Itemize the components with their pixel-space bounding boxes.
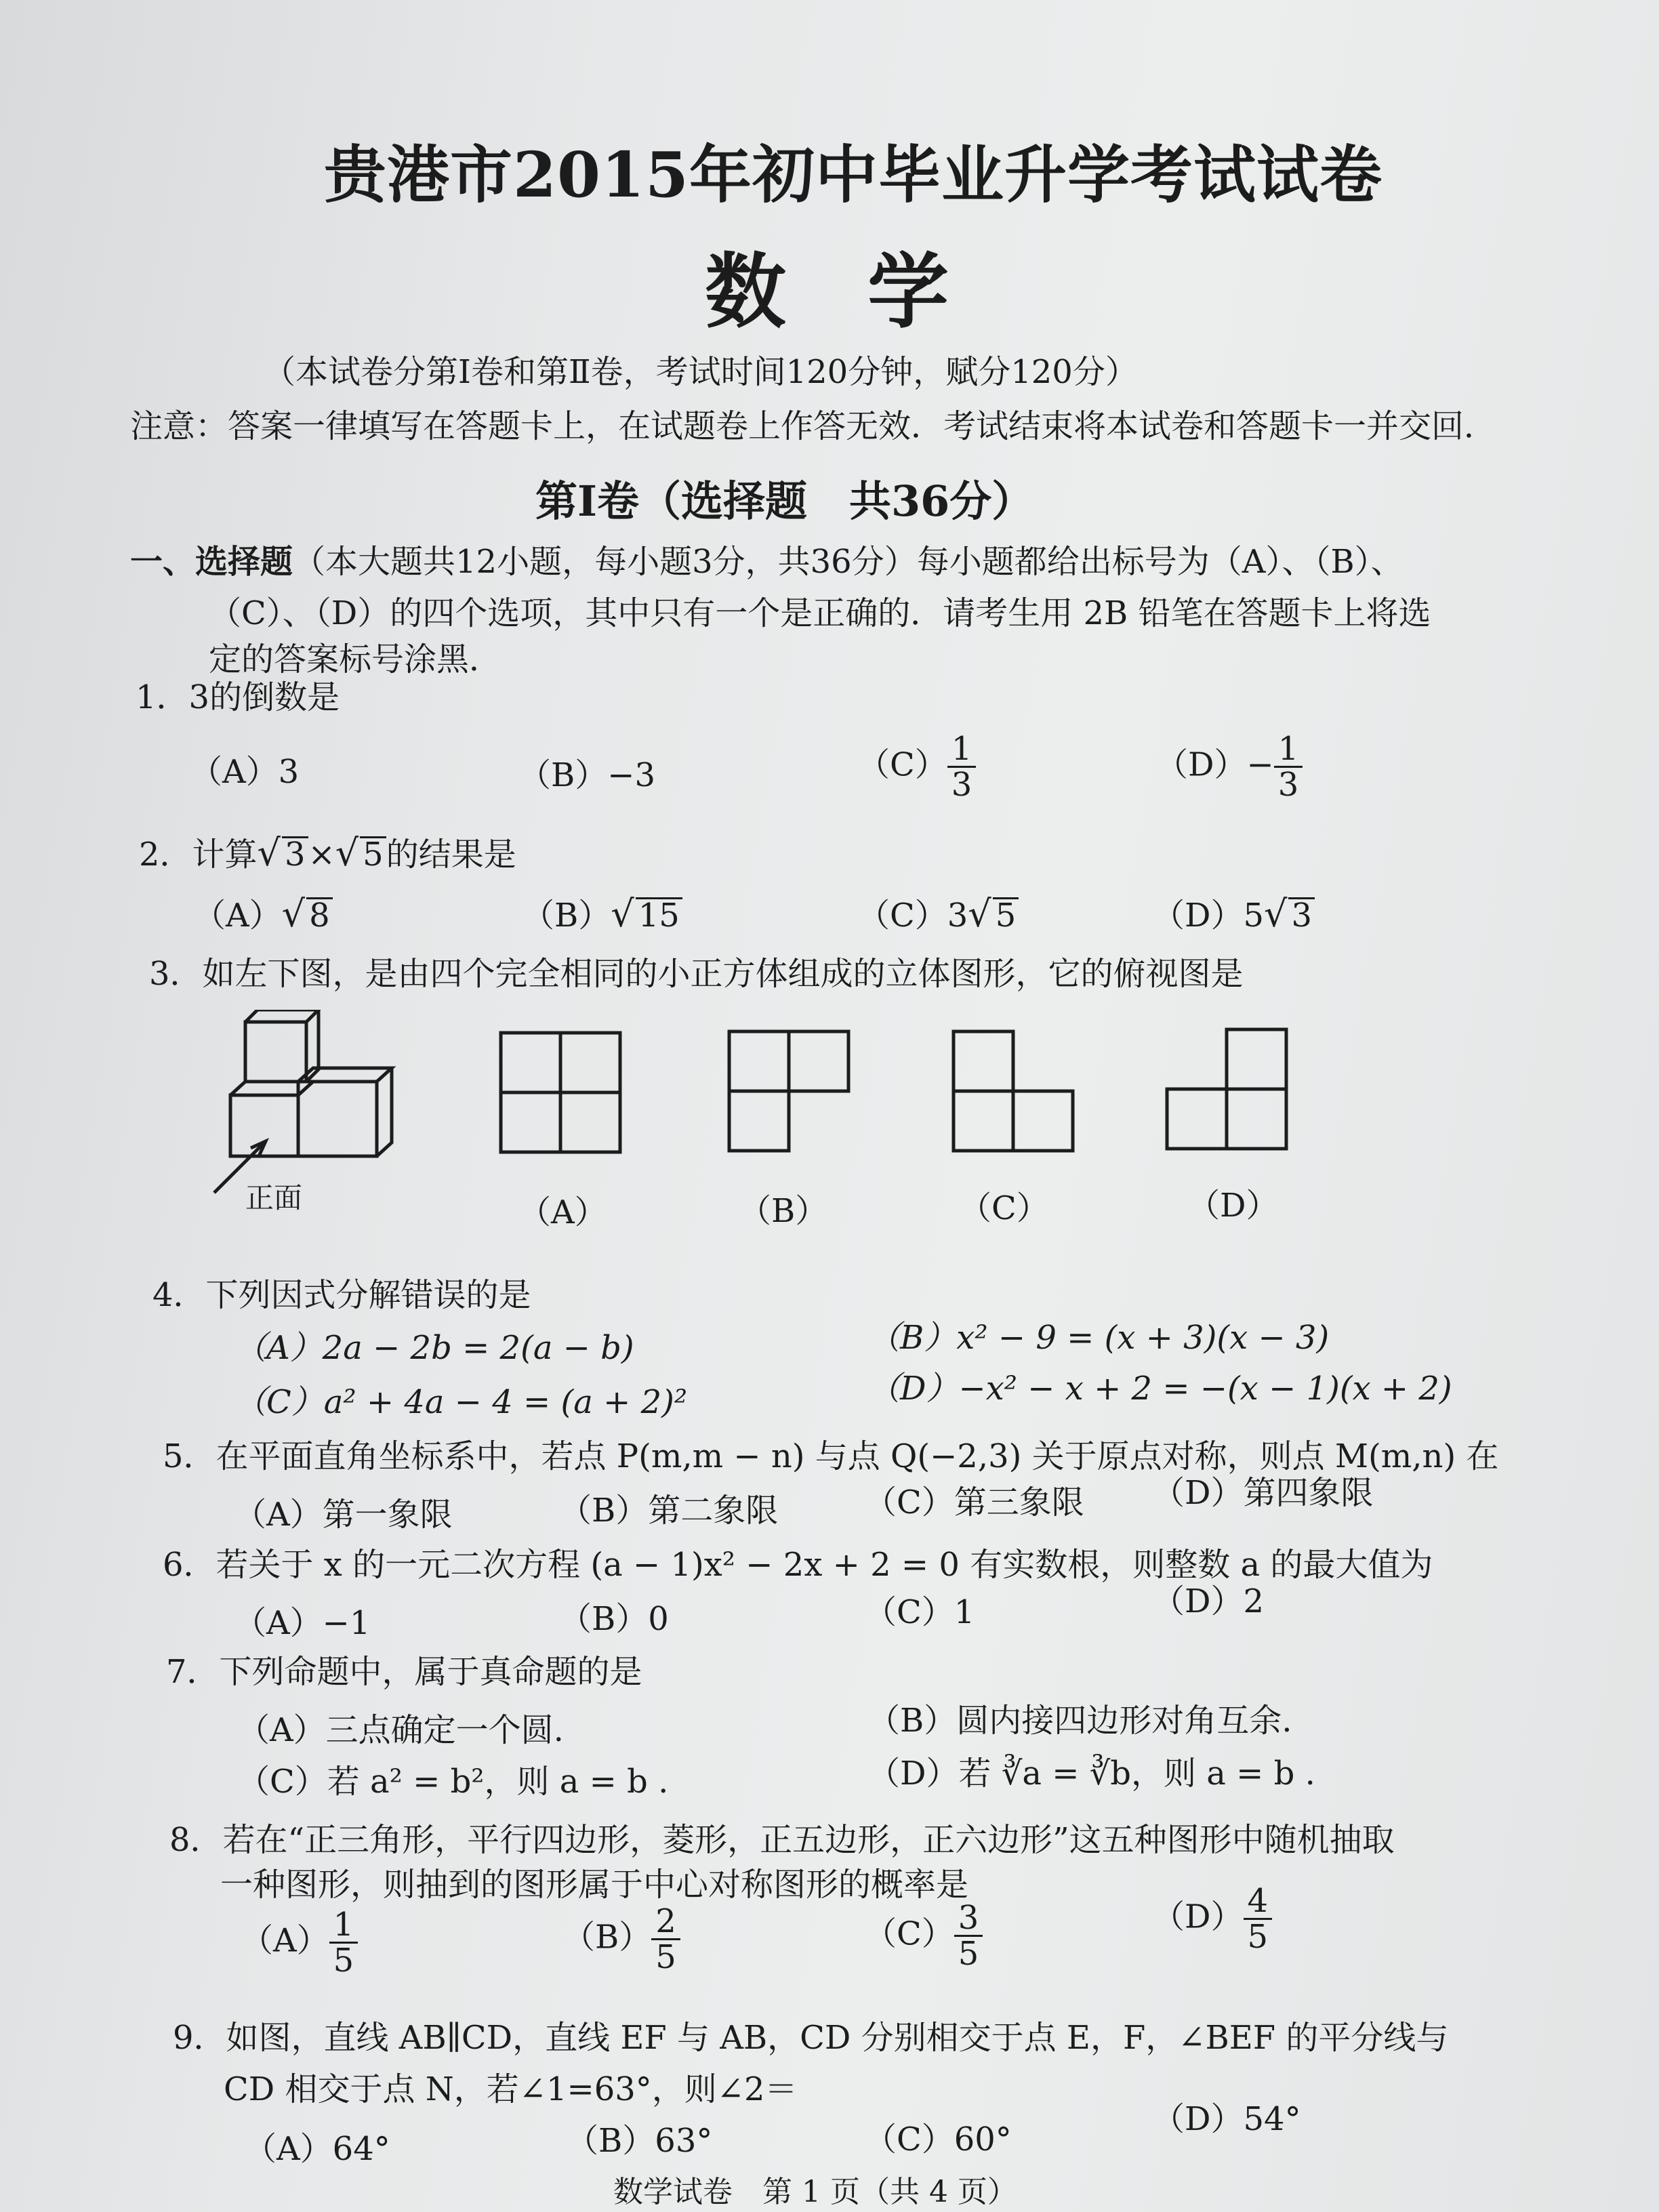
q1-option-a: （A）3 <box>190 753 300 791</box>
q2-c-label: （C）3 <box>857 897 968 935</box>
q8-b-numerator: 2 <box>651 1904 680 1940</box>
q2-stem-post: 的结果是 <box>386 836 516 874</box>
q8-a-denominator: 5 <box>333 1942 354 1980</box>
q6-option-d: （D）2 <box>1152 1582 1265 1620</box>
q9-option-d: （D）54° <box>1152 2100 1301 2138</box>
q1-option-d-fraction <box>1274 732 1303 802</box>
q1-c-numerator: 1 <box>947 732 977 768</box>
q9-stem-line2: CD 相交于点 N，若∠1=63°，则∠2＝ <box>224 2070 798 2108</box>
q5-option-b: （B）第二象限 <box>559 1492 779 1530</box>
section-label: 一、选择题 <box>130 543 293 581</box>
q9-option-a: （A）64° <box>244 2130 390 2168</box>
q3-option-b-figure <box>726 1029 855 1158</box>
q3-option-c-figure <box>951 1029 1080 1158</box>
q8-stem-line2: 一种图形，则抽到的图形属于中心对称图形的概率是 <box>220 1866 969 1904</box>
q8-b-fraction <box>651 1904 680 1975</box>
q1-stem: 1．3的倒数是 <box>136 678 340 716</box>
q3-option-b-label: （B） <box>739 1192 828 1230</box>
q2-d-label: （D）5 <box>1152 897 1265 935</box>
section-instructions-line1 <box>130 535 1404 582</box>
q6-option-c: （C）1 <box>864 1593 975 1631</box>
q7-option-d: （D）若 ∛a = ∛b，则 a = b . <box>867 1755 1315 1793</box>
q8-d-numerator: 4 <box>1244 1884 1273 1920</box>
q1-option-c-fraction <box>947 732 977 802</box>
q2-stem: 2．计算√ 3×√ 5的结果是 <box>139 832 516 874</box>
q4-option-b: （B）x² − 9 = (x + 3)(x − 3) <box>867 1319 1330 1357</box>
q9-option-c: （C）60° <box>864 2121 1012 2158</box>
q6-option-a: （A）−1 <box>234 1604 371 1642</box>
q4-stem: 4．下列因式分解错误的是 <box>152 1276 531 1314</box>
q8-a-fraction <box>329 1908 359 1978</box>
q1-d-denominator: 3 <box>1277 766 1299 804</box>
q4-option-c: （C）a² + 4a − 4 = (a + 2)² <box>234 1383 688 1421</box>
q3-option-d-label: （D） <box>1187 1187 1279 1225</box>
q7-stem: 7．下列命题中，属于真命题的是 <box>166 1653 642 1691</box>
q3-cube-figure <box>203 1010 407 1213</box>
q8-a-numerator: 1 <box>329 1908 359 1944</box>
q2-b-label: （B） <box>522 897 611 935</box>
q8-option-d <box>1152 1882 1272 1957</box>
q8-b-denominator: 5 <box>655 1938 676 1977</box>
q3-option-a-label: （A） <box>518 1193 607 1231</box>
exam-subtitle: （本试卷分第Ⅰ卷和第Ⅱ卷，考试时间120分钟，赋分120分） <box>263 353 1138 391</box>
q5-stem: 5．在平面直角坐标系中，若点 P(m,m − n) 与点 Q(−2,3) 关于原点对称，则点 M(m,n) 在 <box>163 1437 1499 1475</box>
q1-d-numerator: 1 <box>1274 732 1303 768</box>
q2-radicand-1: 3 <box>282 836 308 871</box>
q8-option-a <box>241 1908 358 1978</box>
q9-stem-line1: 9．如图，直线 AB∥CD，直线 EF 与 AB，CD 分别相交于点 E，F，∠BEF 的平分线与 <box>173 2019 1449 2057</box>
section-instructions-text: （本大题共12小题，每小题3分，共36分）每小题都给出标号为（A）、（B）、 <box>293 543 1404 581</box>
q3-option-c-label: （C） <box>959 1189 1049 1227</box>
page-footer: 数学试卷 第 1 页（共 4 页） <box>613 2175 1017 2209</box>
q1-option-c <box>857 732 976 802</box>
q3-option-a-figure <box>498 1030 627 1159</box>
section-instructions-line2: （C）、（D）的四个选项，其中只有一个是正确的．请考生用 2B 铅笔在答题卡上将选 <box>209 594 1431 632</box>
q3-front-label: 正面 <box>245 1181 303 1214</box>
q1-c-denominator: 3 <box>951 766 972 804</box>
q8-b-label: （B） <box>562 1918 652 1957</box>
q1-option-c-label: （C） <box>857 745 947 784</box>
q2-times: × <box>308 836 335 874</box>
cube-top-front-face <box>245 1022 306 1082</box>
q2-option-b: （B）√ 15 <box>522 889 682 936</box>
q2-radicand-2: 5 <box>360 836 386 871</box>
q2-a-label: （A） <box>193 897 282 935</box>
q3-option-d-figure <box>1164 1027 1293 1155</box>
q2-option-d: （D）5√ 3 <box>1152 889 1315 936</box>
q2-a-radicand: 8 <box>306 897 333 932</box>
q2-option-a: （A）√ 8 <box>193 889 333 936</box>
q8-c-fraction <box>954 1901 983 1971</box>
q2-d-radicand: 3 <box>1288 897 1315 932</box>
q7-option-c: （C）若 a² = b²，则 a = b . <box>237 1763 669 1801</box>
q2-stem-pre: 2．计算 <box>139 836 258 874</box>
q7-option-b: （B）圆内接四边形对角互余. <box>867 1702 1292 1740</box>
q3-stem: 3．如左下图，是由四个完全相同的小正方体组成的立体图形，它的俯视图是 <box>149 955 1244 993</box>
q9-option-b: （B）63° <box>566 2122 713 2160</box>
q4-option-a: （A）2a − 2b = 2(a − b) <box>234 1329 634 1367</box>
q8-d-denominator: 5 <box>1247 1918 1269 1957</box>
q8-stem-line1: 8．若在“正三角形，平行四边形，菱形，正五边形，正六边形”这五种图形中随机抽取 <box>169 1821 1395 1859</box>
subject-title: 数学 <box>705 244 1030 340</box>
cube-right-face <box>298 1082 377 1156</box>
q8-d-fraction <box>1244 1882 1273 1957</box>
q8-c-label: （C） <box>864 1914 954 1953</box>
q1-option-d <box>1155 732 1303 802</box>
q2-b-radicand: 15 <box>636 897 682 932</box>
q1-option-b: （B）−3 <box>518 756 656 794</box>
q6-option-b: （B）0 <box>559 1600 669 1638</box>
q5-option-a: （A）第一象限 <box>234 1496 453 1534</box>
q8-c-denominator: 5 <box>958 1935 979 1973</box>
exam-notice: 注意：答案一律填写在答题卡上，在试题卷上作答无效．考试结束将本试卷和答题卡一并交回． <box>130 407 1497 445</box>
q5-option-d: （D）第四象限 <box>1152 1474 1374 1512</box>
q8-d-label: （D） <box>1152 1898 1244 1936</box>
q2-option-c: （C）3√ 5 <box>857 889 1019 936</box>
q8-c-numerator: 3 <box>954 1901 983 1937</box>
q7-option-a: （A）三点确定一个圆. <box>237 1711 564 1749</box>
q6-stem: 6．若关于 x 的一元二次方程 (a − 1)x² − 2x + 2 = 0 有实数根，则整数 a 的最大值为 <box>163 1546 1433 1584</box>
q1-option-d-label: （D）− <box>1155 745 1274 784</box>
section-instructions-line3: 定的答案标号涂黑． <box>209 640 502 678</box>
q5-option-c: （C）第三象限 <box>864 1483 1084 1521</box>
q2-c-radicand: 5 <box>993 897 1019 932</box>
q4-option-d: （D）−x² − x + 2 = −(x − 1)(x + 2) <box>867 1370 1452 1408</box>
exam-title: 贵港市2015年初中毕业升学考试试卷 <box>324 138 1383 211</box>
q8-option-c <box>864 1901 983 1971</box>
q8-a-label: （A） <box>241 1921 329 1960</box>
section-title: 第Ⅰ卷（选择题 共36分） <box>535 476 1034 526</box>
q8-option-b <box>562 1904 680 1975</box>
